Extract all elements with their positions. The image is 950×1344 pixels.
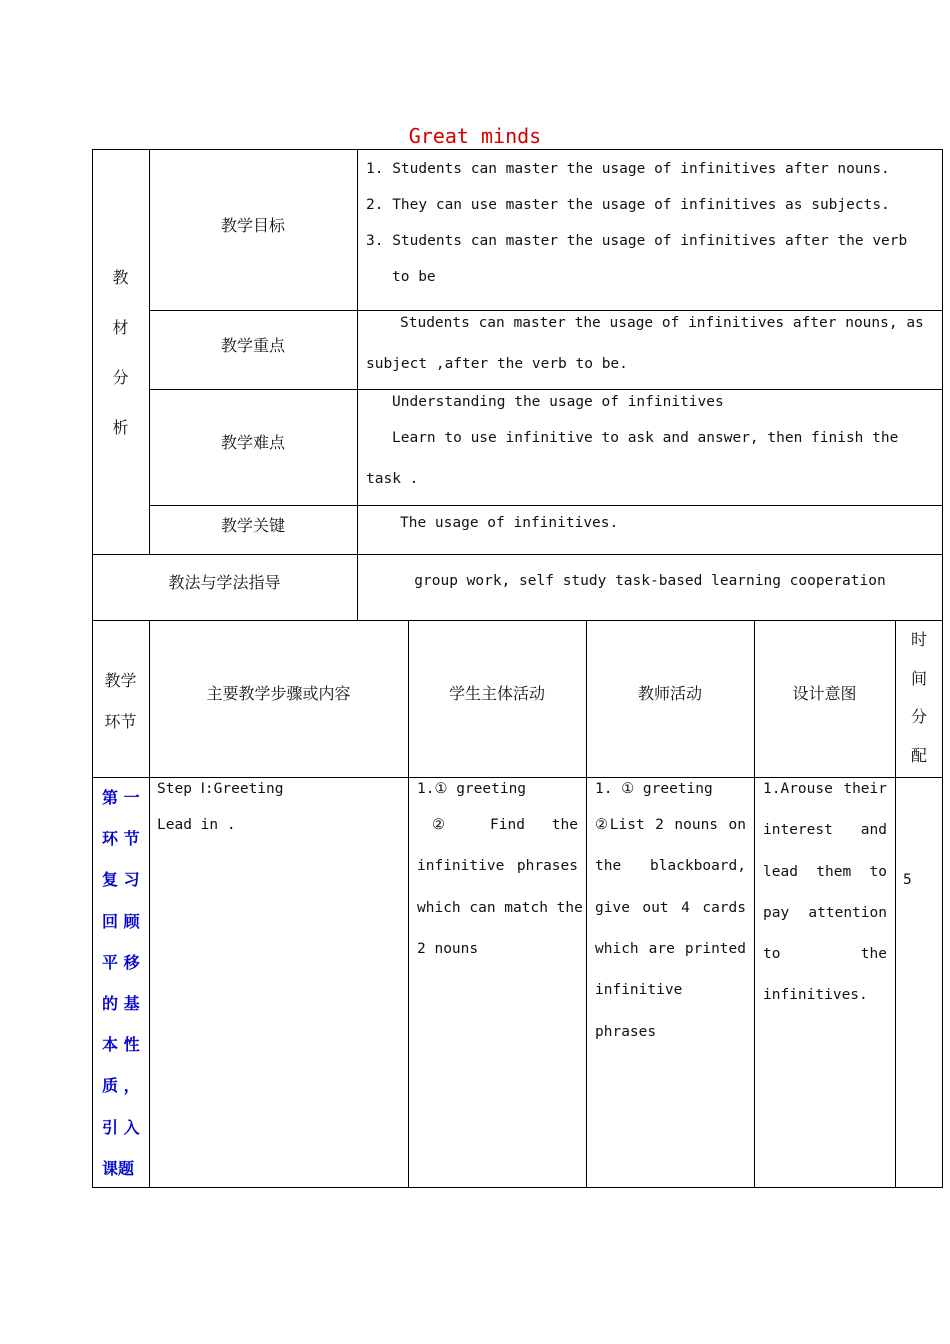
teacher-line: phrases xyxy=(595,1024,657,1040)
teacher-line: give out 4 cards xyxy=(595,900,746,916)
key-point-line: Students can master the usage of infinitives after nouns, as xyxy=(400,315,924,331)
goals-label: 教学目标 xyxy=(220,216,285,235)
design-line: interest and xyxy=(763,822,887,838)
design-line: 1.Arouse their xyxy=(763,781,887,797)
teacher-line: which are printed xyxy=(595,941,746,957)
teacher-header: 教师活动 xyxy=(637,684,702,703)
step-line: Lead in . xyxy=(157,817,236,833)
student-header: 学生主体活动 xyxy=(448,684,545,703)
goal-line: 2. They can use master the usage of infinitives as subjects. xyxy=(366,197,890,213)
design-line: to the xyxy=(763,946,887,962)
difficulty-line: Learn to use infinitive to ask and answer, then finish the xyxy=(392,430,899,446)
teacher-line: infinitive xyxy=(595,982,683,998)
student-line: infinitive phrases xyxy=(417,858,578,874)
steps-header: 主要教学步骤或内容 xyxy=(206,684,351,703)
method-text: group work, self study task-based learning cooperation xyxy=(414,573,886,589)
design-header: 设计意图 xyxy=(792,684,857,703)
difficulty-line: task . xyxy=(366,471,419,487)
method-label: 教法与学法指导 xyxy=(168,572,281,592)
key-points-label: 教学重点 xyxy=(220,335,285,355)
document-title: Great minds xyxy=(408,124,542,148)
analysis-side-label: 教 材 分 析 xyxy=(112,268,129,437)
student-line: 2 nouns xyxy=(417,941,479,957)
goal-line: to be xyxy=(392,269,436,285)
difficulty-line: Understanding the usage of infinitives xyxy=(392,394,724,410)
key-label: 教学关键 xyxy=(220,515,285,535)
teacher-line: the blackboard, xyxy=(595,858,746,874)
design-line: infinitives. xyxy=(763,987,868,1003)
goal-line: 3. Students can master the usage of infinitives after the verb xyxy=(366,233,908,249)
design-line: pay attention xyxy=(763,905,887,921)
row-divider xyxy=(92,777,943,778)
col-divider xyxy=(357,149,358,620)
time-header: 时 间 分 配 xyxy=(910,630,927,765)
key-point-line: subject ,after the verb to be. xyxy=(366,356,628,372)
stage-cell: 第 一 环 节 复 习 回 顾 平 移 的 基 本 性 质 ， 引 入 课题 xyxy=(102,788,140,1178)
key-text: The usage of infinitives. xyxy=(400,515,619,531)
stage-header: 教学 环节 xyxy=(104,671,137,731)
teacher-line: 1. ① greeting xyxy=(595,781,713,797)
step-line: Step Ⅰ:Greeting xyxy=(157,781,284,797)
student-line: ② Find the xyxy=(432,817,578,833)
student-line: 1.① greeting xyxy=(417,781,527,797)
time-value: 5 xyxy=(903,872,912,888)
student-line: which can match the xyxy=(417,900,583,916)
goal-line: 1. Students can master the usage of infinitives after nouns. xyxy=(366,161,890,177)
teacher-line: ②List 2 nouns on xyxy=(595,817,746,833)
design-line: lead them to xyxy=(763,864,887,880)
difficulties-label: 教学难点 xyxy=(220,432,285,452)
